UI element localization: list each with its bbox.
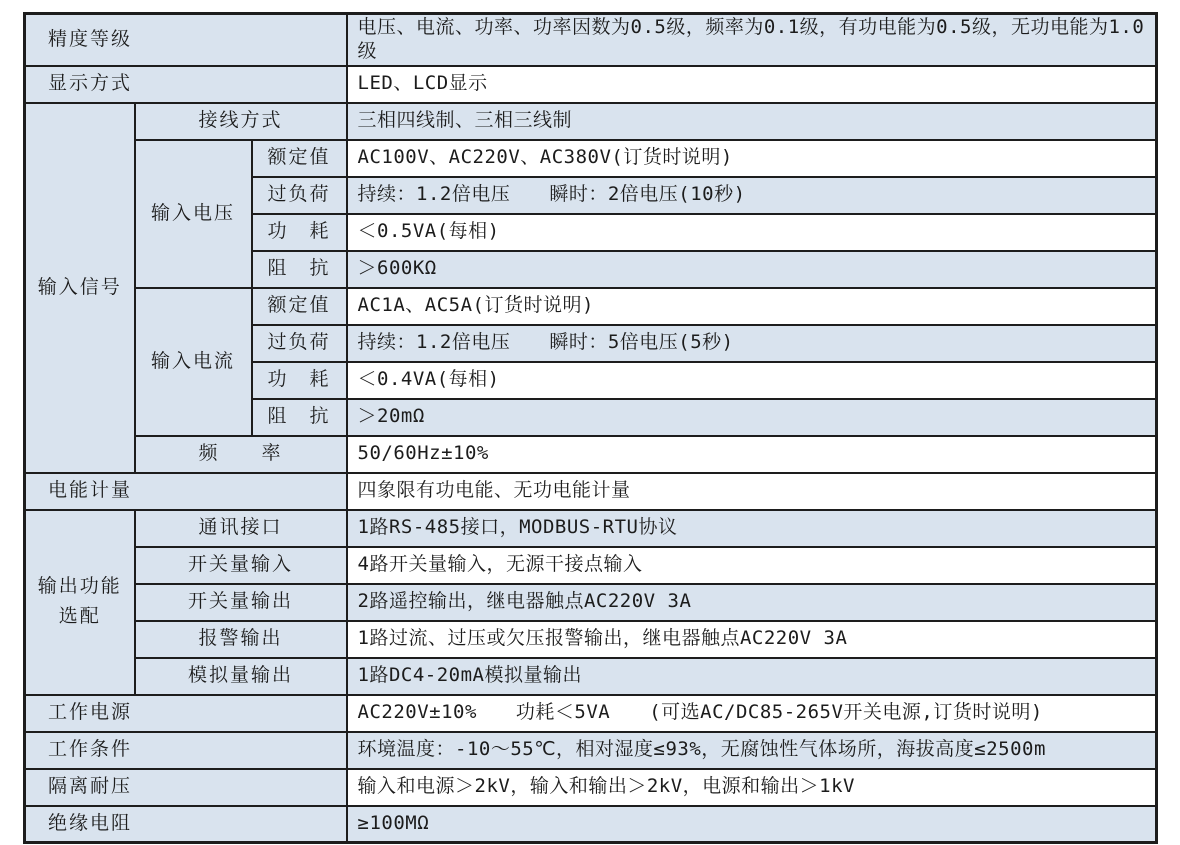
- power-supply-label: 工作电源: [25, 695, 347, 732]
- spec-table: [23, 12, 1158, 844]
- insulation-label: 绝缘电阻: [25, 806, 347, 843]
- do-value: 2路遥控输出，继电器触点AC220V 3A: [347, 584, 1157, 621]
- output-options-label-lines: [27, 575, 133, 629]
- di-label: 开关量输入: [135, 547, 347, 584]
- energy-value: 四象限有功电能、无功电能计量: [347, 473, 1157, 510]
- display-value: LED、LCD显示: [347, 66, 1157, 103]
- current-overload-value: 持续：1.2倍电压 瞬时：5倍电压(5秒): [347, 325, 1157, 362]
- isolation-value: 输入和电源＞2kV，输入和输出＞2kV，电源和输出＞1kV: [347, 769, 1157, 806]
- frequency-value: 50/60Hz±10%: [347, 436, 1157, 473]
- current-impedance-label: 阻 抗: [252, 399, 347, 436]
- energy-label: 电能计量: [25, 473, 347, 510]
- frequency-label: 频 率: [135, 436, 347, 473]
- current-impedance-value: ＞20mΩ: [347, 399, 1157, 436]
- voltage-overload-value: 持续：1.2倍电压 瞬时：2倍电压(10秒): [347, 177, 1157, 214]
- current-power-value: ＜0.4VA(每相): [347, 362, 1157, 399]
- current-rated-label: 额定值: [252, 288, 347, 325]
- output-options-label-line2: 选配: [58, 605, 101, 627]
- di-value: 4路开关量输入，无源干接点输入: [347, 547, 1157, 584]
- output-options-label-line1: 输出功能: [37, 575, 122, 598]
- voltage-overload-label: 过负荷: [252, 177, 347, 214]
- input-signal-label: 输入信号: [25, 103, 135, 473]
- voltage-rated-label: 额定值: [252, 140, 347, 177]
- input-current-label: 输入电流: [135, 288, 252, 436]
- comm-label: 通讯接口: [135, 510, 347, 547]
- do-label: 开关量输出: [135, 584, 347, 621]
- alarm-label: 报警输出: [135, 621, 347, 658]
- output-options-label: [25, 510, 135, 695]
- display-label: 显示方式: [25, 66, 347, 103]
- analog-value: 1路DC4-20mA模拟量输出: [347, 658, 1157, 695]
- isolation-label: 隔离耐压: [25, 769, 347, 806]
- voltage-power-value: ＜0.5VA(每相): [347, 214, 1157, 251]
- input-voltage-label: 输入电压: [135, 140, 252, 288]
- accuracy-label: 精度等级: [25, 14, 347, 66]
- insulation-value: ≥100MΩ: [347, 806, 1157, 843]
- conditions-value: 环境温度：-10～55℃，相对湿度≤93%，无腐蚀性气体场所，海拔高度≤2500m: [347, 732, 1157, 769]
- voltage-impedance-value: ＞600KΩ: [347, 251, 1157, 288]
- alarm-value: 1路过流、过压或欠压报警输出，继电器触点AC220V 3A: [347, 621, 1157, 658]
- voltage-rated-value: AC100V、AC220V、AC380V(订货时说明): [347, 140, 1157, 177]
- wiring-value: 三相四线制、三相三线制: [347, 103, 1157, 140]
- current-power-label: 功 耗: [252, 362, 347, 399]
- analog-label: 模拟量输出: [135, 658, 347, 695]
- comm-value: 1路RS-485接口，MODBUS-RTU协议: [347, 510, 1157, 547]
- voltage-power-label: 功 耗: [252, 214, 347, 251]
- voltage-impedance-label: 阻 抗: [252, 251, 347, 288]
- conditions-label: 工作条件: [25, 732, 347, 769]
- wiring-label: 接线方式: [135, 103, 347, 140]
- power-supply-value: AC220V±10% 功耗＜5VA (可选AC/DC85-265V开关电源,订货时说明): [347, 695, 1157, 732]
- current-rated-value: AC1A、AC5A(订货时说明): [347, 288, 1157, 325]
- accuracy-value: 电压、电流、功率、功率因数为0.5级，频率为0.1级，有功电能为0.5级，无功电能为1.0级: [347, 14, 1157, 66]
- current-overload-label: 过负荷: [252, 325, 347, 362]
